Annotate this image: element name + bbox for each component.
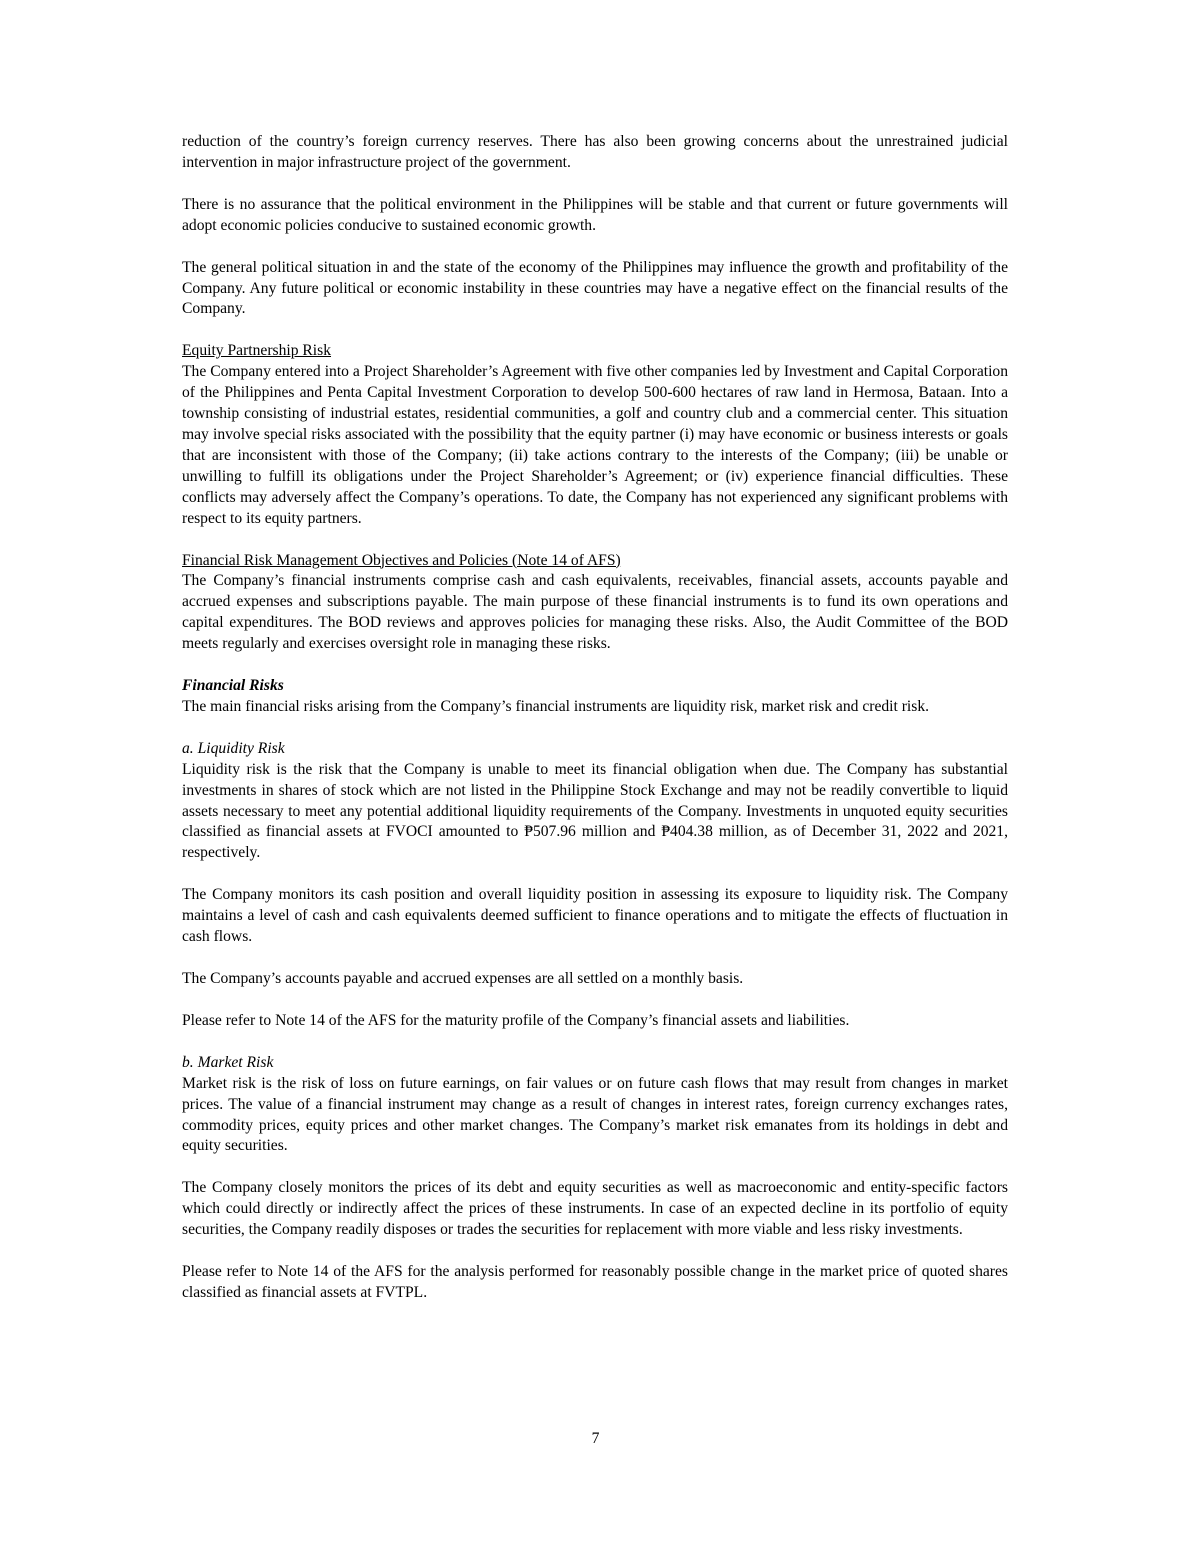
liquidity-risk-paragraph-1: Liquidity risk is the risk that the Company is unable to meet its financial obligation when due. The Company has substantial investments in shares of stock which are not listed in the Philippine Stock Exchange and may not be readily convertible to liquid assets necessary to meet any potential additional liquidity requirements of the Company. Investments in unquoted equity securities classified as financial assets at FVOCI amounted to ₱507.96 million and ₱404.38 million, as of December 31, 2022 and 2021, respectively.	[182, 760, 1008, 862]
liquidity-risk-heading: a. Liquidity Risk	[182, 739, 285, 757]
intro-paragraph-2: There is no assurance that the political environment in the Philippines will be stable and that current or future governments will adopt economic policies conducive to sustained economic growth.	[182, 195, 1008, 234]
intro-paragraph-1: reduction of the country’s foreign currency reserves. There has also been growing concerns about the unrestrained judicial intervention in major infrastructure project of the government.	[182, 133, 1008, 171]
market-risk-paragraph-1: Market risk is the risk of loss on future earnings, on fair values or on future cash flows that may result from changes in market prices. The value of a financial instrument may change as a result of changes in interest rates, foreign currency exchanges rates, commodity prices, equity prices and other market changes. The Company’s market risk emanates from its holdings in debt and equity securities.	[182, 1074, 1008, 1155]
liquidity-risk-paragraph-4: Please refer to Note 14 of the AFS for the maturity profile of the Company’s financial assets and liabilities.	[182, 1011, 850, 1029]
financial-risk-management-paragraph: The Company’s financial instruments comprise cash and cash equivalents, receivables, financial assets, accounts payable and accrued expenses and subscriptions payable. The main purpose of these financial instruments is to fund its own operations and capital expenditures. The BOD reviews and approves policies for managing these risks. Also, the Audit Committee of the BOD meets regularly and exercises oversight role in managing these risks.	[182, 572, 1008, 653]
document-body	[182, 132, 1008, 1304]
equity-partnership-paragraph: The Company entered into a Project Shareholder’s Agreement with five other companies led by Investment and Capital Corporation of the Philippines and Penta Capital Investment Corporation to develop 500-600 hectares of raw land in Hermosa, Bataan. Into a township consisting of industrial estates, residential communities, a golf and country club and a commercial center. This situation may involve special risks associated with the possibility that the equity partner (i) may have economic or business interests or goals that are inconsistent with those of the Company; (ii) take actions contrary to the interests of the Company; (iii) be unable or unwilling to fulfill its obligations under the Project Shareholder’s Agreement; or (iv) experience financial difficulties. These conflicts may adversely affect the Company’s operations. To date, the Company has not experienced any significant problems with respect to its equity partners.	[182, 363, 1008, 527]
market-risk-paragraph-3: Please refer to Note 14 of the AFS for the analysis performed for reasonably possible change in the market price of quoted shares classified as financial assets at FVTPL.	[182, 1263, 1008, 1301]
market-risk-heading: b. Market Risk	[182, 1053, 274, 1071]
financial-risks-heading: Financial Risks	[182, 677, 284, 695]
intro-paragraph-3: The general political situation in and the state of the economy of the Philippines may influence the growth and profitability of the Company. Any future political or economic instability in these countries may have a negative effect on the financial results of the Company.	[182, 258, 1008, 318]
market-risk-paragraph-2: The Company closely monitors the prices of its debt and equity securities as well as macroeconomic and entity-specific factors which could directly or indirectly affect the prices of these instruments. In case of an expected decline in its portfolio of equity securities, the Company readily disposes or trades the securities for replacement with more viable and less risky investments.	[182, 1179, 1008, 1239]
financial-risks-paragraph: The main financial risks arising from the Company’s financial instruments are liquidity risk, market risk and credit risk.	[182, 697, 930, 715]
page-number: 7	[591, 1430, 600, 1447]
liquidity-risk-paragraph-2: The Company monitors its cash position and overall liquidity position in assessing its exposure to liquidity risk. The Company maintains a level of cash and cash equivalents deemed sufficient to finance operations and to mitigate the effects of fluctuation in cash flows.	[182, 886, 1008, 946]
liquidity-risk-paragraph-3: The Company’s accounts payable and accrued expenses are all settled on a monthly basis.	[182, 970, 744, 987]
equity-partnership-heading: Equity Partnership Risk	[182, 342, 332, 360]
financial-risk-management-heading: Financial Risk Management Objectives and Policies (Note 14 of AFS)	[182, 551, 621, 569]
